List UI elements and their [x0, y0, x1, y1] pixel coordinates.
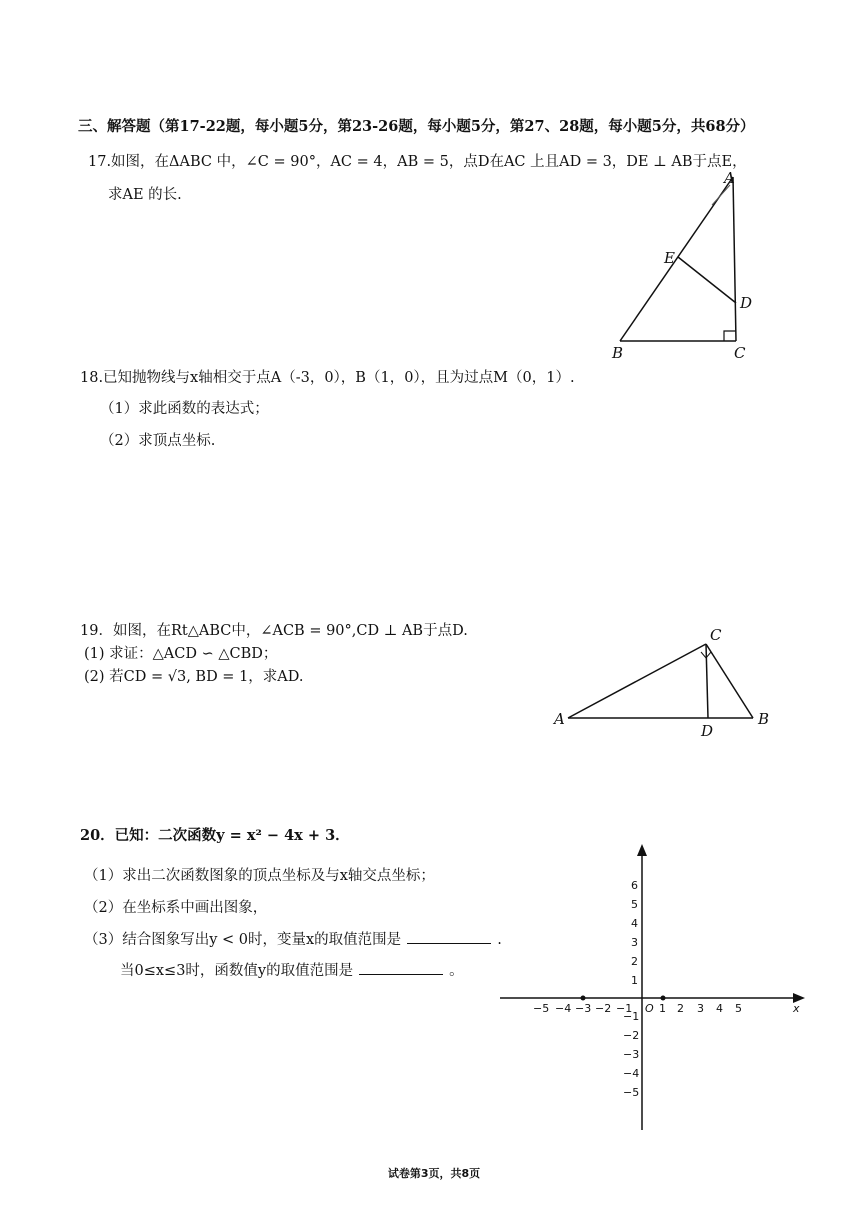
y-tick-4: 4	[631, 917, 638, 930]
y-tick-neg4: −4	[623, 1067, 640, 1080]
y-tick-neg5: −5	[623, 1086, 640, 1099]
q20-x-ticks-negative	[533, 1002, 632, 1015]
q19-part2: (2) 若CD = √3, BD = 1，求AD.	[84, 669, 304, 685]
y-tick-neg1: −1	[623, 1010, 640, 1023]
q20-part4-text: 当0≤x≤3时，函数值y的取值范围是	[120, 963, 354, 979]
q20-part4	[120, 960, 464, 981]
q19-part1: (1) 求证：△ACD ∽ △CBD；	[84, 646, 278, 662]
q17-text-line1: 17.如图，在ΔABC 中，∠C = 90°，AC = 4，AB = 5，点D在AC 上且AD = 3，DE ⊥ AB于点E，	[88, 154, 747, 170]
y-tick-3: 3	[631, 936, 638, 949]
q18-part1: （1）求此函数的表达式；	[100, 401, 269, 417]
q19-label-D: D	[701, 722, 714, 740]
q20-x-axis-label: x	[793, 1002, 800, 1015]
q19-label-C: C	[710, 626, 722, 644]
y-tick-6: 6	[631, 879, 638, 892]
x-tick-neg3: −3	[575, 1002, 592, 1015]
q20-part3-text: （3）结合图象写出y < 0时，变量x的取值范围是	[84, 932, 402, 948]
q17-text-line2: 求AE 的长.	[108, 187, 182, 203]
q20-text-line1: 20．已知：二次函数y = x² − 4x + 3．	[80, 827, 350, 844]
y-tick-5: 5	[631, 898, 638, 911]
section-header: 三、解答题（第17-22题，每小题5分，第23-26题，每小题5分，第27、28题，每小题5分，共68分）	[78, 118, 755, 135]
x-tick-3: 3	[697, 1002, 704, 1015]
q20-y-ticks-positive	[631, 879, 638, 987]
q17-label-B: B	[612, 344, 624, 362]
q17-label-C: C	[734, 344, 746, 362]
q20-part4-end: 。	[449, 963, 464, 979]
x-tick-neg2: −2	[595, 1002, 612, 1015]
x-tick-4: 4	[716, 1002, 723, 1015]
x-tick-neg4: −4	[555, 1002, 572, 1015]
y-tick-neg2: −2	[623, 1029, 640, 1042]
q20-part3	[84, 929, 502, 950]
q20-y-ticks-negative	[623, 1010, 639, 1099]
x-tick-5: 5	[735, 1002, 742, 1015]
q17-label-A: A	[724, 169, 735, 187]
q17-label-D: D	[740, 294, 753, 312]
page-footer: 试卷第3页，共8页	[387, 1167, 481, 1180]
q17-triangle-figure	[600, 165, 760, 365]
q19-triangle-figure	[550, 620, 780, 740]
x-tick-2: 2	[677, 1002, 684, 1015]
q20-x-ticks-positive	[659, 1002, 742, 1015]
x-tick-neg5: −5	[533, 1002, 550, 1015]
q19-text-line1: 19．如图，在Rt△ABC中，∠ACB = 90°,CD ⊥ AB于点D.	[80, 623, 468, 639]
y-tick-2: 2	[631, 955, 638, 968]
q20-part3-end: .	[497, 932, 502, 948]
q20-answer-blank-2[interactable]	[359, 960, 443, 975]
q17-label-E: E	[664, 249, 675, 267]
q20-part2: （2）在坐标系中画出图象，	[84, 900, 268, 916]
x-tick-neg1: −1	[616, 1002, 633, 1015]
q20-answer-blank-1[interactable]	[407, 929, 491, 944]
y-tick-1: 1	[631, 974, 638, 987]
q19-label-A: A	[554, 710, 565, 728]
q19-label-B: B	[758, 710, 770, 728]
q20-origin-label: O	[645, 1002, 654, 1015]
q20-part1: （1）求出二次函数图象的顶点坐标及与x轴交点坐标；	[84, 868, 435, 884]
y-tick-neg3: −3	[623, 1048, 640, 1061]
q18-part2: （2）求顶点坐标.	[100, 433, 216, 449]
x-tick-1: 1	[659, 1002, 666, 1015]
q20-coordinate-system	[495, 840, 815, 1140]
q18-text-line1: 18.已知抛物线与x轴相交于点A（-3，0），B（1，0），且为过点M（0，1）.	[80, 370, 575, 386]
